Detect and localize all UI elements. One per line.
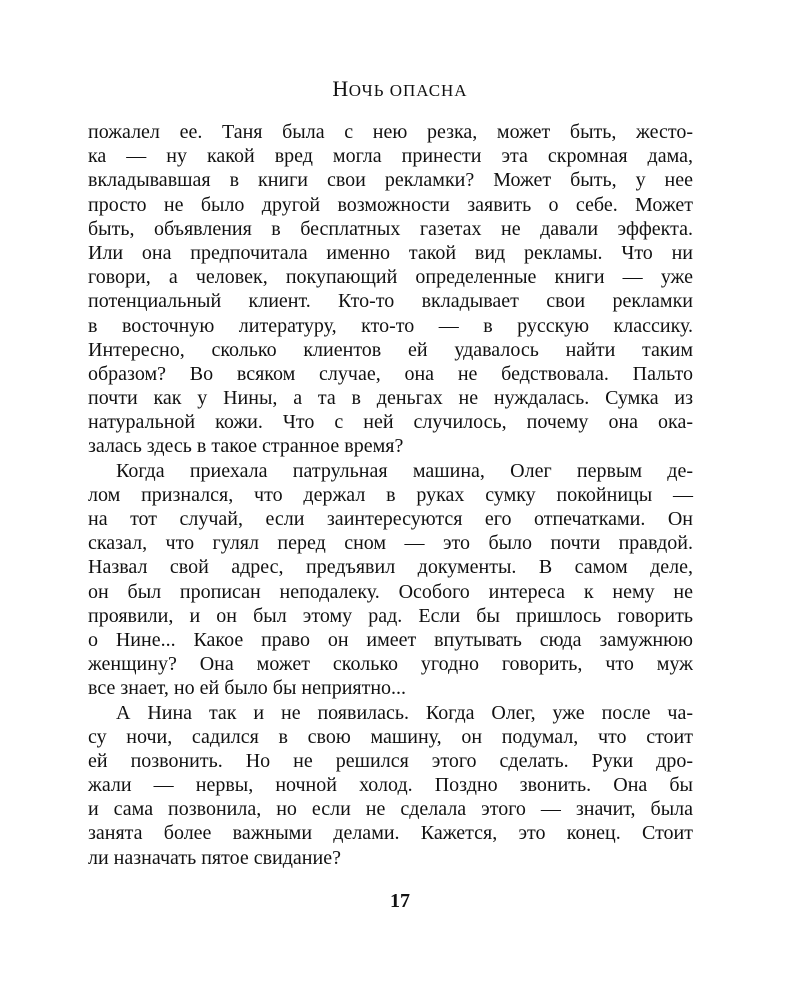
text-line: ей позвонить. Но не решился этого сделать. Руки дро- xyxy=(88,749,693,772)
text-line: женщину? Она может сколько угодно говорить, что муж xyxy=(88,653,693,676)
running-head-initial: Н xyxy=(332,76,349,101)
text-line: на тот случай, если заинтересуются его отпечатками. Он xyxy=(88,508,693,530)
text-line: и сама позвонила, но если не сделала этого — значит, была xyxy=(88,798,693,821)
running-head xyxy=(0,76,800,102)
text-line: проявили, и он был этому рад. Если бы пришлось говорить xyxy=(88,604,693,627)
text-line: Или она предпочитала именно такой вид рекламы. Что ни xyxy=(88,241,693,264)
text-line: занята более важными делами. Кажется, это конец. Стоит xyxy=(88,822,693,845)
body-text xyxy=(88,120,693,870)
text-line: потенциальный клиент. Кто-то вкладывает свои рекламки xyxy=(88,290,693,313)
text-line: Интересно, сколько клиентов ей удавалось найти таким xyxy=(88,338,693,361)
text-line: все знает, но ей было бы неприятно... xyxy=(88,677,407,700)
text-line: залась здесь в такое странное время? xyxy=(88,435,404,458)
text-line: пожалел ее. Таня была с нею резка, может быть, жесто- xyxy=(88,121,693,143)
text-line: о Нине... Какое право он имеет впутывать сюда замужнюю xyxy=(88,628,693,651)
text-line: ли назначать пятое свидание? xyxy=(88,846,341,869)
text-line: Когда приехала патрульная машина, Олег первым де- xyxy=(116,459,693,482)
text-line: в восточную литературу, кто-то — в русскую классику. xyxy=(88,314,693,337)
text-line: ка — ну какой вред могла принести эта скромная дама, xyxy=(88,145,693,168)
text-line: А Нина так и не появилась. Когда Олег, уже после ча- xyxy=(116,701,693,724)
text-line: сказал, что гулял перед сном — это было почти правдой. xyxy=(88,532,693,555)
text-line: он был прописан неподалеку. Особого интереса к нему не xyxy=(88,580,693,603)
text-line: вкладывавшая в книги свои рекламки? Может быть, у нее xyxy=(88,169,693,192)
text-line: говори, а человек, покупающий определенные книги — уже xyxy=(88,266,693,289)
text-line: просто не было другой возможности заявить о себе. Может xyxy=(88,193,693,216)
text-line: жали — нервы, ночной холод. Поздно звонить. Она бы xyxy=(88,774,693,797)
page-number: 17 xyxy=(390,890,410,912)
text-line: лом признался, что держал в руках сумку покойницы — xyxy=(88,483,693,506)
text-line: почти как у Нины, а та в деньгах не нуждалась. Сумка из xyxy=(88,387,693,410)
text-line: су ночи, садился в свою машину, он подумал, что стоит xyxy=(88,725,693,748)
text-line: Назвал свой адрес, предъявил документы. В самом деле, xyxy=(88,556,693,579)
text-line: натуральной кожи. Что с ней случилось, почему она ока- xyxy=(88,411,693,434)
running-head-rest: ОЧЬ ОПАСНА xyxy=(348,81,468,100)
text-line: быть, объявления в бесплатных газетах не давали эффекта. xyxy=(88,217,693,240)
text-line: образом? Во всяком случае, она не бедствовала. Пальто xyxy=(88,362,693,385)
